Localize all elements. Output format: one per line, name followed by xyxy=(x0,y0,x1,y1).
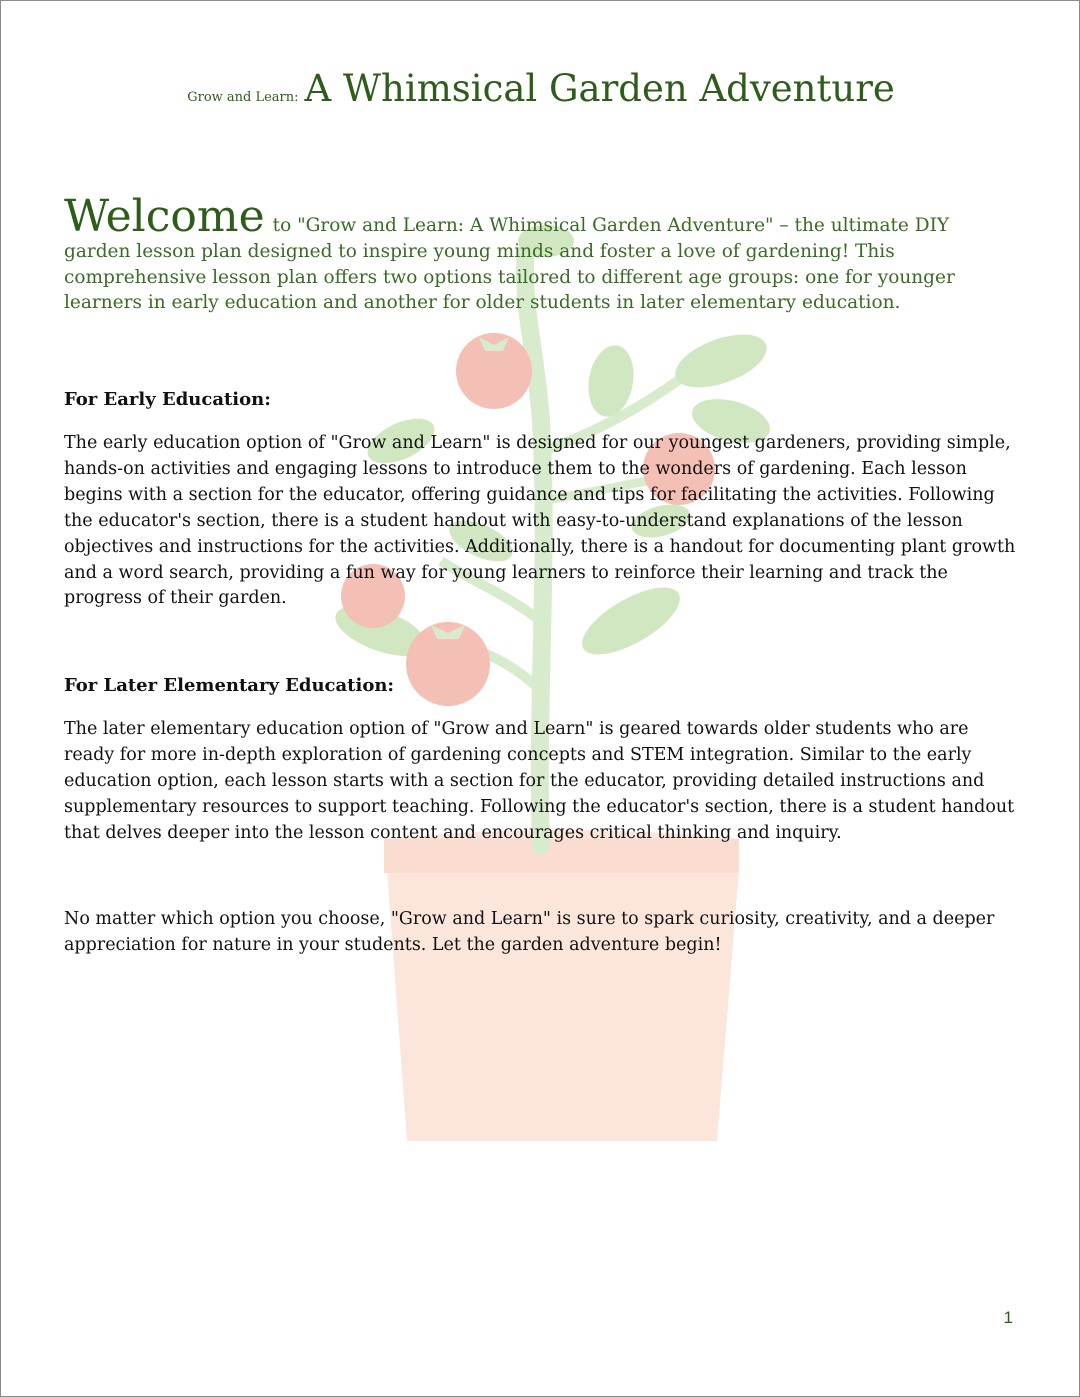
section-heading-later: For Later Elementary Education: xyxy=(64,675,395,696)
section-body-later: The later elementary education option of "Grow and Learn" is geared towards older students who are ready for more in-depth exploration of gardening concepts and STEM integration. Similar to the early education option, each lesson starts with a section for the educator, providing detailed instructions and supplementary resources to support teaching. Following the educator's section, there is a student handout that delves deeper into the lesson content and encourages critical thinking and inquiry. xyxy=(64,719,1015,843)
intro-text: to "Grow and Learn: A Whimsical Garden Adventure" – the ultimate DIY garden lesson plan designed to inspire young minds and foster a love of gardening! This comprehensive lesson plan offers two options tailored to different age groups: one for younger learners in early education and another for older students in later elementary education. xyxy=(64,215,955,314)
closing-paragraph: No matter which option you choose, "Grow and Learn" is sure to spark curiosity, creativity, and a deeper appreciation for nature in your students. Let the garden adventure begin! xyxy=(64,909,995,955)
section-heading-early: For Early Education: xyxy=(64,389,271,410)
document-title xyxy=(1,67,1080,110)
page-number: 1 xyxy=(1003,1308,1013,1327)
intro-lead-word: Welcome xyxy=(64,191,265,242)
title-prefix: Grow and Learn: xyxy=(187,90,299,105)
intro-paragraph xyxy=(64,191,1019,316)
title-main: A Whimsical Garden Adventure xyxy=(304,67,895,110)
section-body-early: The early education option of "Grow and Learn" is designed for our youngest gardeners, providing simple, hands-on activities and engaging lessons to introduce them to the wonders of gardening. Each lesson begins with a section for the educator, offering guidance and tips for facilitating the activities. Following the educator's section, there is a student handout with easy-to-understand explanations of the lesson objectives and instructions for the activities. Additionally, there is a handout for documenting plant growth and a word search, providing a fun way for young learners to reinforce their learning and track the progress of their garden. xyxy=(64,433,1016,609)
